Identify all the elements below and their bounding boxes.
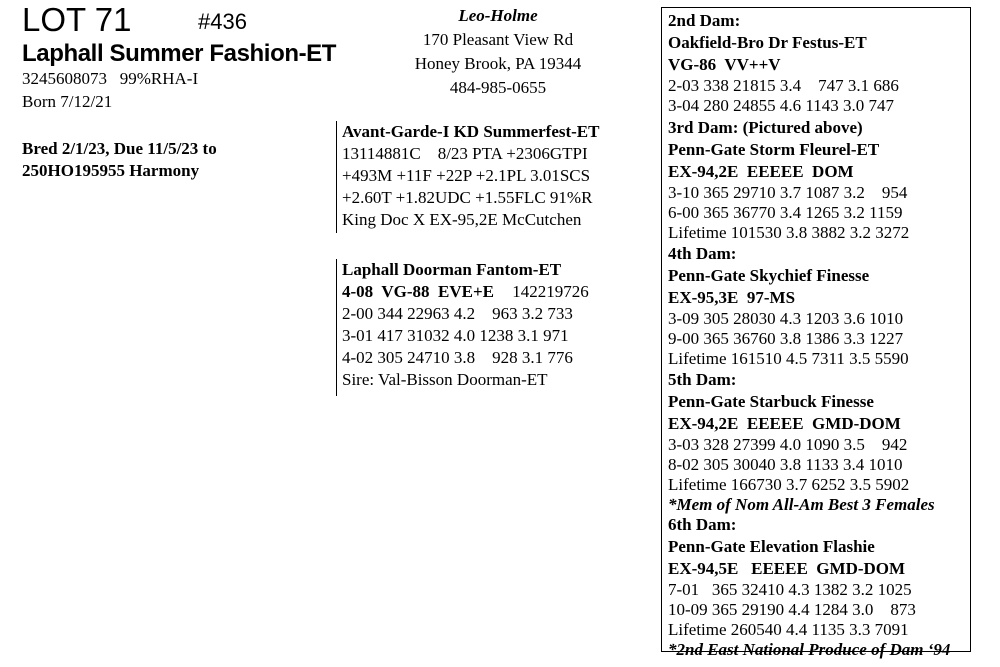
dam-divider	[336, 259, 337, 396]
dam-record: 2-03 338 21815 3.4 747 3.1 686	[668, 76, 899, 95]
dam-record: 3-01 417 31032 4.0 1238 3.1 971	[342, 326, 569, 345]
sire-line: 13114881C 8/23 PTA +2306GTPI	[342, 144, 588, 163]
dam-heading: 5th Dam:	[668, 370, 737, 389]
dam-name: Penn-Gate Elevation Flashie	[668, 537, 875, 556]
lot-label: LOT 71	[22, 1, 132, 38]
dam-record: 3-10 365 29710 3.7 1087 3.2 954	[668, 183, 908, 202]
dam-record: Lifetime 166730 3.7 6252 3.5 5902	[668, 475, 910, 494]
birth-date: Born 7/12/21	[22, 92, 113, 111]
dam-name: Penn-Gate Storm Fleurel-ET	[668, 140, 880, 159]
dam-name: Penn-Gate Starbuck Finesse	[668, 392, 874, 411]
dam-heading: 6th Dam:	[668, 515, 737, 534]
dam-record: 2-00 344 22963 4.2 963 3.2 733	[342, 304, 573, 323]
dam-name: Oakfield-Bro Dr Festus-ET	[668, 33, 867, 52]
sire-block	[342, 121, 599, 231]
dam-record: 3-03 328 27399 4.0 1090 3.5 942	[668, 435, 908, 454]
dam-4-section	[668, 243, 909, 369]
dam-record: 3-04 280 24855 4.6 1143 3.0 747	[668, 96, 895, 115]
dam-classification: EX-94,2E EEEEE DOM	[668, 162, 854, 181]
dam-classification: EX-94,2E EEEEE GMD-DOM	[668, 414, 901, 433]
dam-record: Lifetime 161510 4.5 7311 3.5 5590	[668, 349, 909, 368]
dam-name: Laphall Doorman Fantom-ET	[342, 260, 562, 279]
dam-record: 8-02 305 30040 3.8 1133 3.4 1010	[668, 455, 903, 474]
sire-divider	[336, 121, 337, 233]
sire-line: +493M +11F +22P +2.1PL 3.01SCS	[342, 166, 591, 185]
sire-line: +2.60T +1.82UDC +1.55FLC 91%R	[342, 188, 593, 207]
breeding-info	[22, 138, 217, 182]
dam-classification: EX-94,5E EEEEE GMD-DOM	[668, 559, 906, 578]
dam-record: 7-01 365 32410 4.3 1382 3.2 1025	[668, 580, 912, 599]
animal-name: Laphall Summer Fashion-ET	[22, 40, 337, 67]
dam-note: *2nd East National Produce of Dam ‘94	[668, 640, 951, 659]
dam-heading: 3rd Dam: (Pictured above)	[668, 118, 863, 137]
dam-record: 6-00 365 36770 3.4 1265 3.2 1159	[668, 203, 903, 222]
dam-name: Penn-Gate Skychief Finesse	[668, 266, 870, 285]
dam-classification: 4-08 VG-88 EVE+E	[342, 282, 494, 301]
consignor-block	[398, 4, 598, 100]
dam-record: 10-09 365 29190 4.4 1284 3.0 873	[668, 600, 916, 619]
dam-classification: EX-95,3E 97-MS	[668, 288, 796, 307]
dam-block	[342, 259, 589, 391]
registration-line: 3245608073 99%RHA-I	[22, 69, 199, 88]
bred-line-2: 250HO195955 Harmony	[22, 161, 200, 180]
dam-record: 4-02 305 24710 3.8 928 3.1 776	[342, 348, 573, 367]
consignor-address-1: 170 Pleasant View Rd	[422, 30, 574, 49]
consignor-address-2: Honey Brook, PA 19344	[414, 54, 582, 73]
dam-record: Lifetime 260540 4.4 1135 3.3 7091	[668, 620, 909, 639]
bred-line-1: Bred 2/1/23, Due 11/5/23 to	[22, 139, 217, 158]
dam-classification: VG-86 VV++V	[668, 55, 781, 74]
sire-line: King Doc X EX-95,2E McCutchen	[342, 210, 582, 229]
dam-sire: Sire: Val-Bisson Doorman-ET	[342, 370, 548, 389]
dam-heading: 2nd Dam:	[668, 11, 741, 30]
consignor-phone: 484-985-0655	[449, 78, 547, 97]
dam-3-section	[668, 117, 909, 243]
lot-number: #436	[198, 9, 247, 34]
dam-heading: 4th Dam:	[668, 244, 737, 263]
consignor-name: Leo-Holme	[458, 6, 538, 25]
dam-note: *Mem of Nom All-Am Best 3 Females	[668, 495, 935, 514]
dam-5-section	[668, 369, 935, 515]
dam-6-section	[668, 514, 950, 660]
dam-record: Lifetime 101530 3.8 3882 3.2 3272	[668, 223, 910, 242]
dam-2-section	[668, 10, 899, 116]
dam-record: 9-00 365 36760 3.8 1386 3.3 1227	[668, 329, 904, 348]
dam-record: 3-09 305 28030 4.3 1203 3.6 1010	[668, 309, 904, 328]
dam-classification-line	[342, 281, 589, 303]
dam-registration: 142219726	[512, 282, 589, 301]
sire-name: Avant-Garde-I KD Summerfest-ET	[342, 122, 600, 141]
